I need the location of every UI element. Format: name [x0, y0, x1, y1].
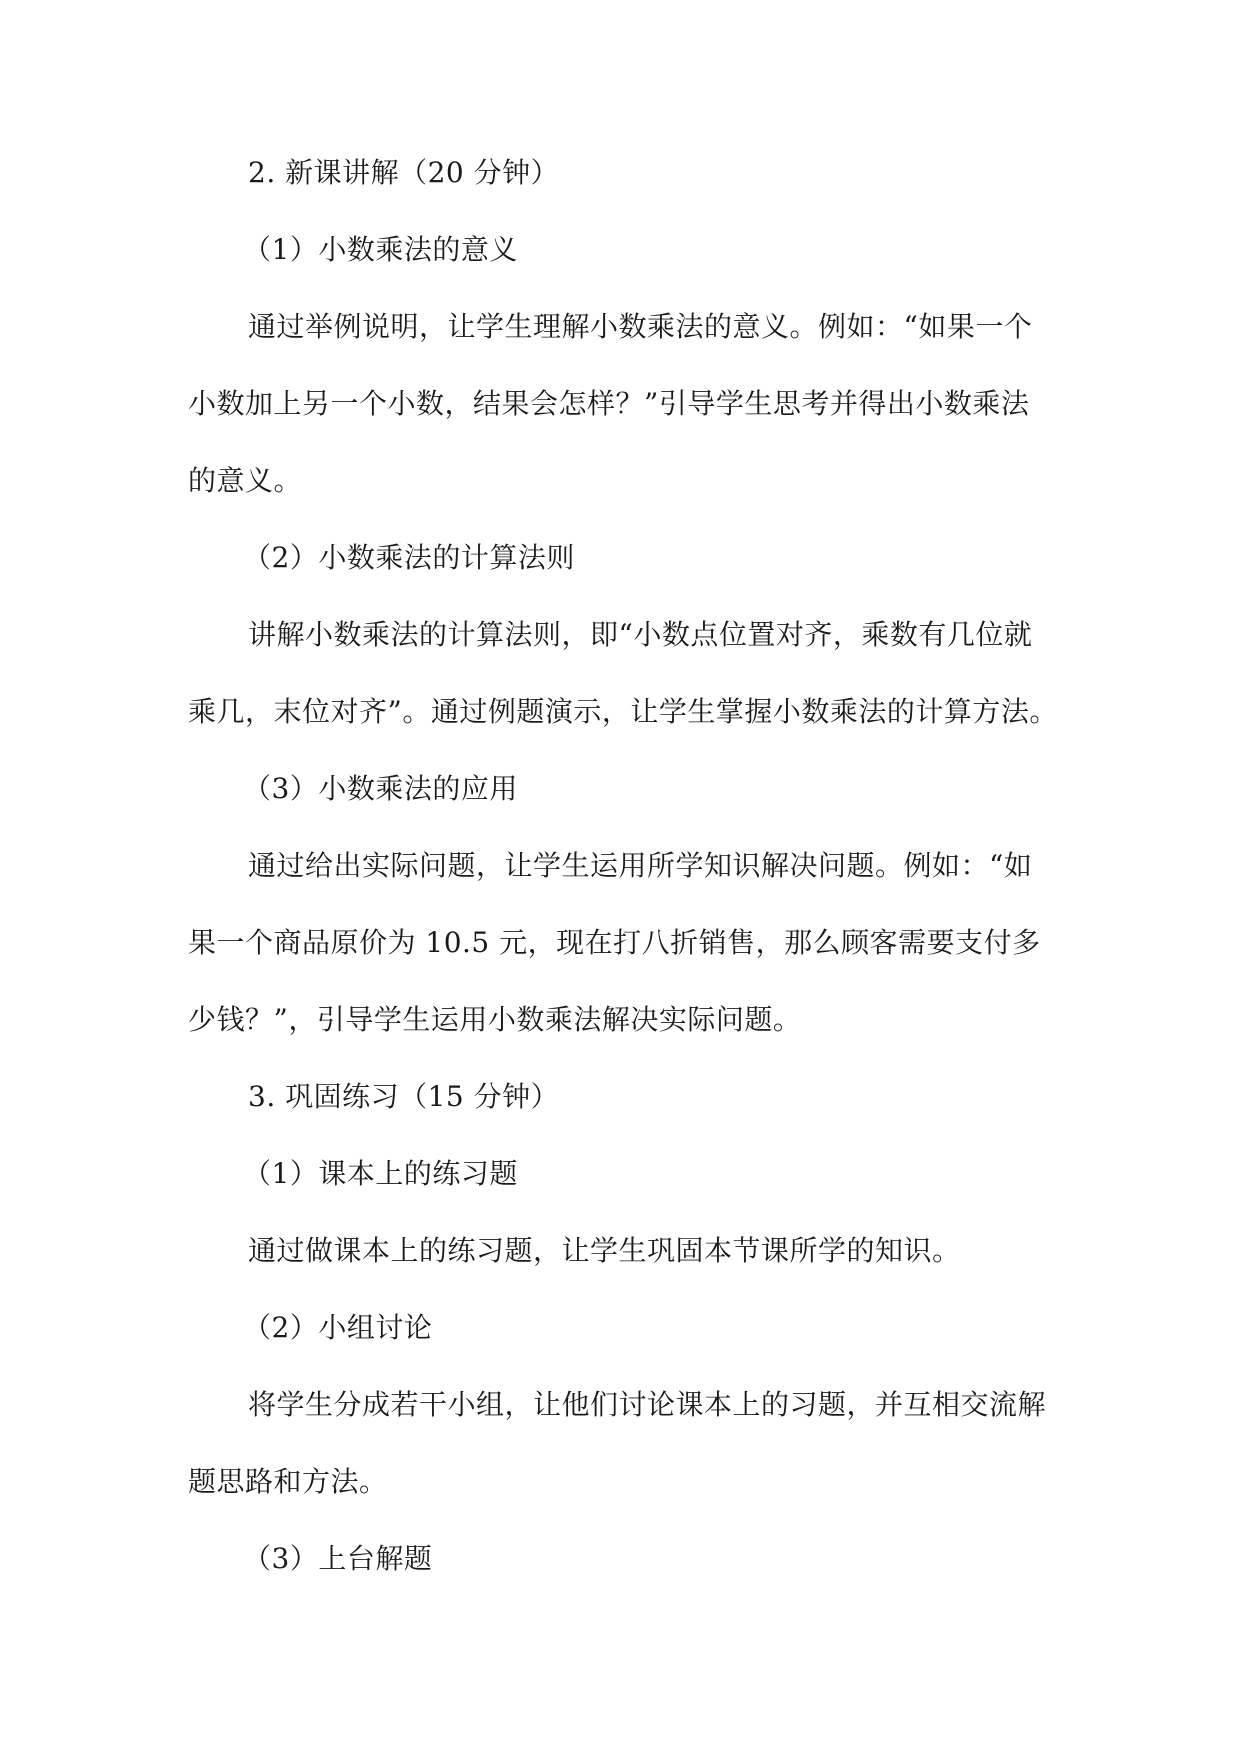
paragraph-line: 乘几，末位对齐”。通过例题演示，让学生掌握小数乘法的计算方法。 [188, 695, 1058, 728]
paragraph-line: 题思路和方法。 [188, 1465, 388, 1498]
subheading-textbook-exercises: （1）课本上的练习题 [243, 1157, 518, 1190]
paragraph-line: 少钱？”，引导学生运用小数乘法解决实际问题。 [188, 1003, 802, 1036]
paragraph-line: 的意义。 [188, 464, 303, 497]
paragraph-line: 果一个商品原价为 10.5 元，现在打八折销售，那么顾客需要支付多 [188, 926, 1041, 959]
section-heading-practice: 3. 巩固练习（15 分钟） [248, 1080, 560, 1113]
subheading-rules: （2）小数乘法的计算法则 [243, 541, 575, 574]
subheading-board-solving: （3）上台解题 [243, 1542, 433, 1575]
paragraph-line: 小数加上另一个小数，结果会怎样？”引导学生思考并得出小数乘法 [188, 387, 1030, 420]
paragraph-line: 通过做课本上的练习题，让学生巩固本节课所学的知识。 [248, 1234, 961, 1267]
subheading-meaning: （1）小数乘法的意义 [243, 233, 518, 266]
paragraph-line: 将学生分成若干小组，让他们讨论课本上的习题，并互相交流解 [248, 1388, 1047, 1421]
paragraph-line: 通过给出实际问题，让学生运用所学知识解决问题。例如：“如 [248, 849, 1033, 882]
subheading-application: （3）小数乘法的应用 [243, 772, 518, 805]
section-heading-new-lesson: 2. 新课讲解（20 分钟） [248, 156, 560, 189]
paragraph-line: 通过举例说明，让学生理解小数乘法的意义。例如：“如果一个 [248, 310, 1033, 343]
subheading-group-discussion: （2）小组讨论 [243, 1311, 433, 1344]
paragraph-line: 讲解小数乘法的计算法则，即“小数点位置对齐，乘数有几位就 [248, 618, 1033, 651]
